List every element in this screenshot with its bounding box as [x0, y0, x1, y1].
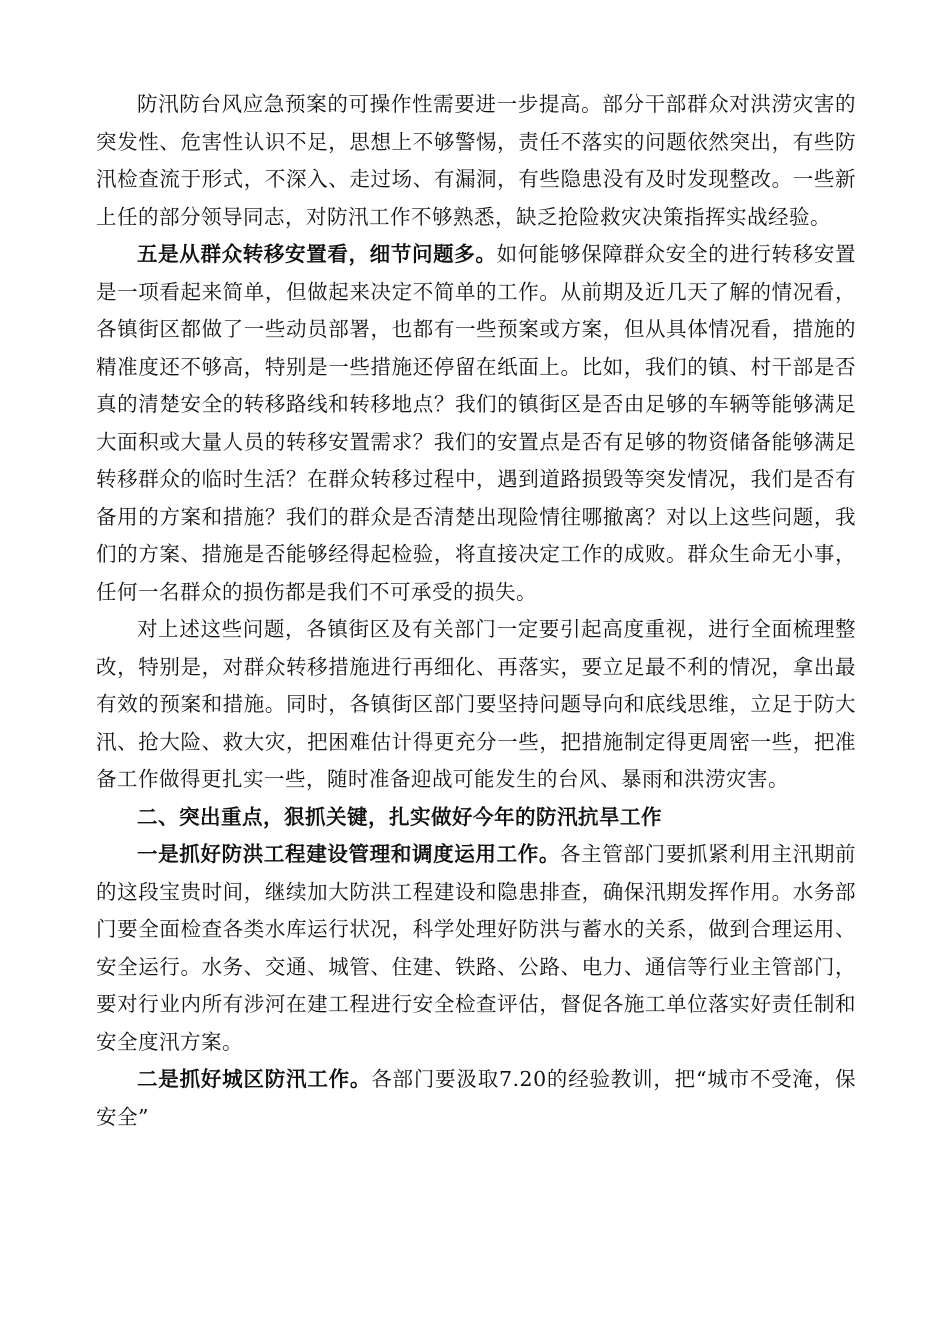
paragraph-rectification: [96, 611, 856, 799]
paragraph-flood-control-engineering: [96, 836, 856, 1061]
section-heading: 二、突出重点，狠抓关键，扎实做好今年的防汛抗旱工作: [137, 804, 662, 829]
paragraph-text: 如何能够保障群众安全的进行转移安置是一项看起来简单，但做起来决定不简单的工作。从前期及近几天了解的情况看，各镇街区都做了一些动员部署，也都有一些预案或方案，但从具体情况看，措施的精准度还不够高，特别是一些措施还停留在纸面上。比如，我们的镇、村干部是否真的清楚安全的转移路线和转移地点？我们的镇街区是否由足够的车辆等能够满足大面积或大量人员的转移安置需求？我们的安置点是否有足够的物资储备能够满足转移群众的临时生活？在群众转移过程中，遇到道路损毁等突发情况，我们是否有备用的方案和措施？我们的群众是否清楚出现险情往哪撤离？对以上这些问题，我们的方案、措施是否能够经得起检验，将直接决定工作的成败。群众生命无小事，任何一名群众的损伤都是我们不可承受的损失。: [96, 242, 857, 604]
paragraph-flood-plan-operability: [96, 86, 856, 236]
paragraph-evacuation-details: [96, 236, 856, 611]
paragraph-lead: 二是抓好城区防汛工作。: [137, 1067, 372, 1091]
paragraph-text: 各主管部门要抓紧利用主汛期前的这段宝贵时间，继续加大防洪工程建设和隐患排查，确保汛期发挥作用。水务部门要全面检查各类水库运行状况，科学处理好防洪与蓄水的关系，做到合理运用、安全运行。水务、交通、城管、住建、铁路、公路、电力、通信等行业主管部门，要对行业内所有涉河在建工程进行安全检查评估，督促各施工单位落实好责任制和安全度汛方案。: [96, 842, 857, 1054]
paragraph-urban-flood-control: [96, 1061, 856, 1136]
paragraph-lead: 五是从群众转移安置看，细节问题多。: [137, 242, 497, 266]
paragraph-text: 对上述这些问题，各镇街区及有关部门一定要引起高度重视，进行全面梳理整改，特别是，对群众转移措施进行再细化、再落实，要立足最不利的情况，拿出最有效的预案和措施。同时，各镇街区部门要坚持问题导向和底线思维，立足于防大汛、抢大险、救大灾，把困难估计得更充分一些，把措施制定得更周密一些，把准备工作做得更扎实一些，随时准备迎战可能发生的台风、暴雨和洪涝灾害。: [96, 617, 856, 791]
paragraph-text: 防汛防台风应急预案的可操作性需要进一步提高。部分干部群众对洪涝灾害的突发性、危害性认识不足，思想上不够警惕，责任不落实的问题依然突出，有些防汛检查流于形式，不深入、走过场、有漏洞，有些隐患没有及时发现整改。一些新上任的部分领导同志，对防汛工作不够熟悉，缺乏抢险救灾决策指挥实战经验。: [96, 92, 856, 229]
document-page: [96, 86, 856, 1136]
paragraph-text: 各部门要汲取7.20的经验教训，把“城市不受淹，保安全”: [96, 1067, 857, 1129]
paragraph-lead: 一是抓好防洪工程建设管理和调度运用工作。: [137, 842, 561, 866]
